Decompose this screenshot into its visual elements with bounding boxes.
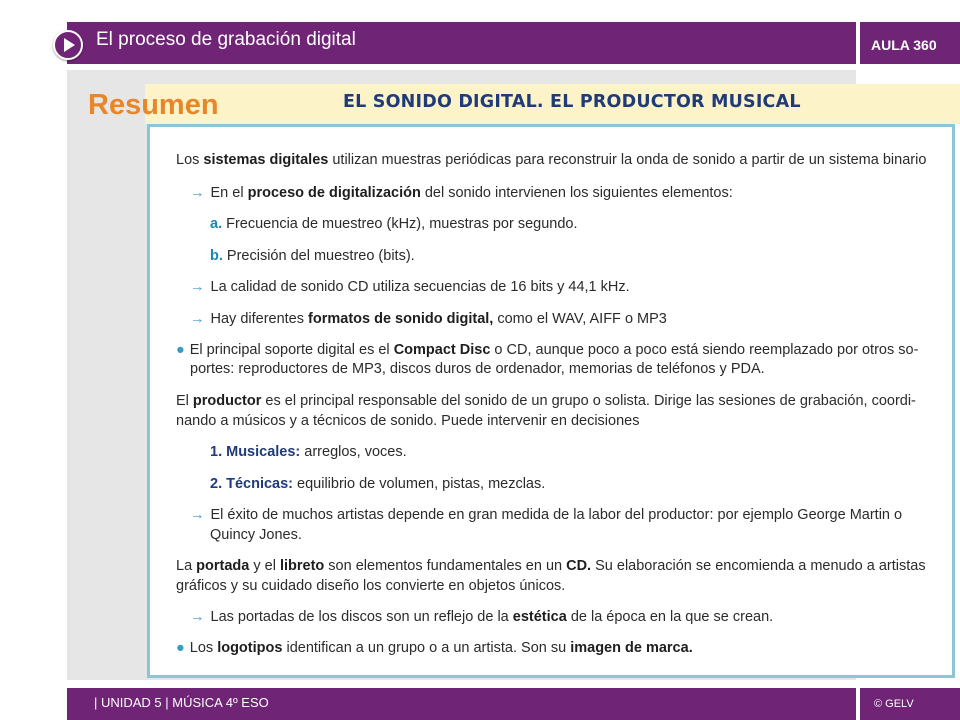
list-label: a. [210,216,223,232]
text-span: Precisión del muestreo (bits). [222,248,415,264]
copyright-label: © GELV [874,698,914,710]
text-span: Los [176,152,204,168]
arrow-item-calidad [190,279,630,295]
arrow-right-icon: → [190,507,205,523]
text-span: Su elaboración se encomienda a menudo a artistas [591,558,926,574]
text-span: y el [249,558,280,574]
bold-span: sistemas digitales [203,152,329,168]
bold-span: estética [512,609,567,625]
text-span: Las portadas de los discos son un reflejo de la [210,609,513,625]
text-span: El principal soporte digital es el [189,342,394,358]
paragraph-portada [176,558,926,574]
text-span: de la época en la que se crean. [566,609,774,625]
list-label: 2. Técnicas: [210,476,294,492]
text-span: La [176,558,197,574]
numbered-item-1 [210,444,407,460]
text-span: identifican a un grupo o a un artista. Son su [282,640,571,656]
bullet-item-compact-disc-line2: portes: reproductores de MP3, discos duros de ordenador, memorias de teléfonos y PDA. [190,361,765,377]
aula-badge-label: AULA 360 [871,37,937,53]
arrow-right-icon: → [190,311,205,327]
paragraph-portada-line2: gráficos y su cuidado diseño los convierte en objetos únicos. [176,578,566,594]
bold-span: CD. [566,558,592,574]
text-span: Hay diferentes [210,311,309,327]
bullet-item-compact-disc [176,342,918,358]
list-item-a [210,216,578,232]
bold-span: imagen de marca. [570,640,693,656]
summary-label: Resumen [88,89,219,121]
text-span: El [176,393,193,409]
text-span: arreglos, voces. [300,444,407,460]
text-span: son elementos fundamentales en un [324,558,567,574]
bold-span: libreto [279,558,325,574]
arrow-item-formatos [190,311,667,327]
bold-span: Compact Disc [393,342,491,358]
bullet-icon: ● [176,342,185,358]
arrow-item-digitalizacion [190,185,733,201]
section-heading: EL SONIDO DIGITAL. EL PRODUCTOR MUSICAL [343,92,801,112]
text-span: utilizan muestras periódicas para reconstruir la onda de sonido a partir de un sistema binario [328,152,927,168]
list-label: b. [210,248,223,264]
arrow-right-icon: → [190,279,205,295]
page-title: El proceso de grabación digital [96,29,356,50]
list-label: 1. Musicales: [210,444,301,460]
footer-unit-label: | UNIDAD 5 | MÚSICA 4º ESO [94,695,269,710]
play-button[interactable] [53,30,83,60]
paragraph-productor [176,393,916,409]
play-icon [55,32,81,58]
arrow-right-icon: → [190,609,205,625]
text-span: Los [189,640,218,656]
text-span: del sonido intervienen los siguientes elementos: [420,185,733,201]
bold-span: logotipos [217,640,283,656]
bold-span: portada [196,558,250,574]
text-span: como el WAV, AIFF o MP3 [493,311,667,327]
bullet-icon: ● [176,640,185,656]
paragraph-sistemas [176,152,926,168]
bullet-item-logotipos [176,640,693,656]
text-span: Frecuencia de muestreo (kHz), muestras por segundo. [222,216,578,232]
arrow-right-icon: → [190,185,205,201]
paragraph-productor-line2: nando a músicos y a técnicos de sonido. Puede intervenir en decisiones [176,413,640,429]
arrow-item-exito [190,507,902,523]
text-span: En el [210,185,248,201]
text-span: equilibrio de volumen, pistas, mezclas. [293,476,546,492]
bold-span: productor [192,393,262,409]
text-span: La calidad de sonido CD utiliza secuencias de 16 bits y 44,1 kHz. [210,279,630,295]
list-item-b [210,248,415,264]
text-span: El éxito de muchos artistas depende en gran medida de la labor del productor: por ejemplo George Martin o [210,507,903,523]
bold-span: proceso de digitalización [247,185,421,201]
bold-span: formatos de sonido digital, [308,311,494,327]
arrow-item-exito-line2: Quincy Jones. [210,527,302,543]
text-span: o CD, aunque poco a poco está siendo reemplazado por otros so- [490,342,919,358]
arrow-item-esteticas [190,609,773,625]
text-span: es el principal responsable del sonido de un grupo o solista. Dirige las sesiones de grabación, coordi- [261,393,916,409]
numbered-item-2 [210,476,545,492]
